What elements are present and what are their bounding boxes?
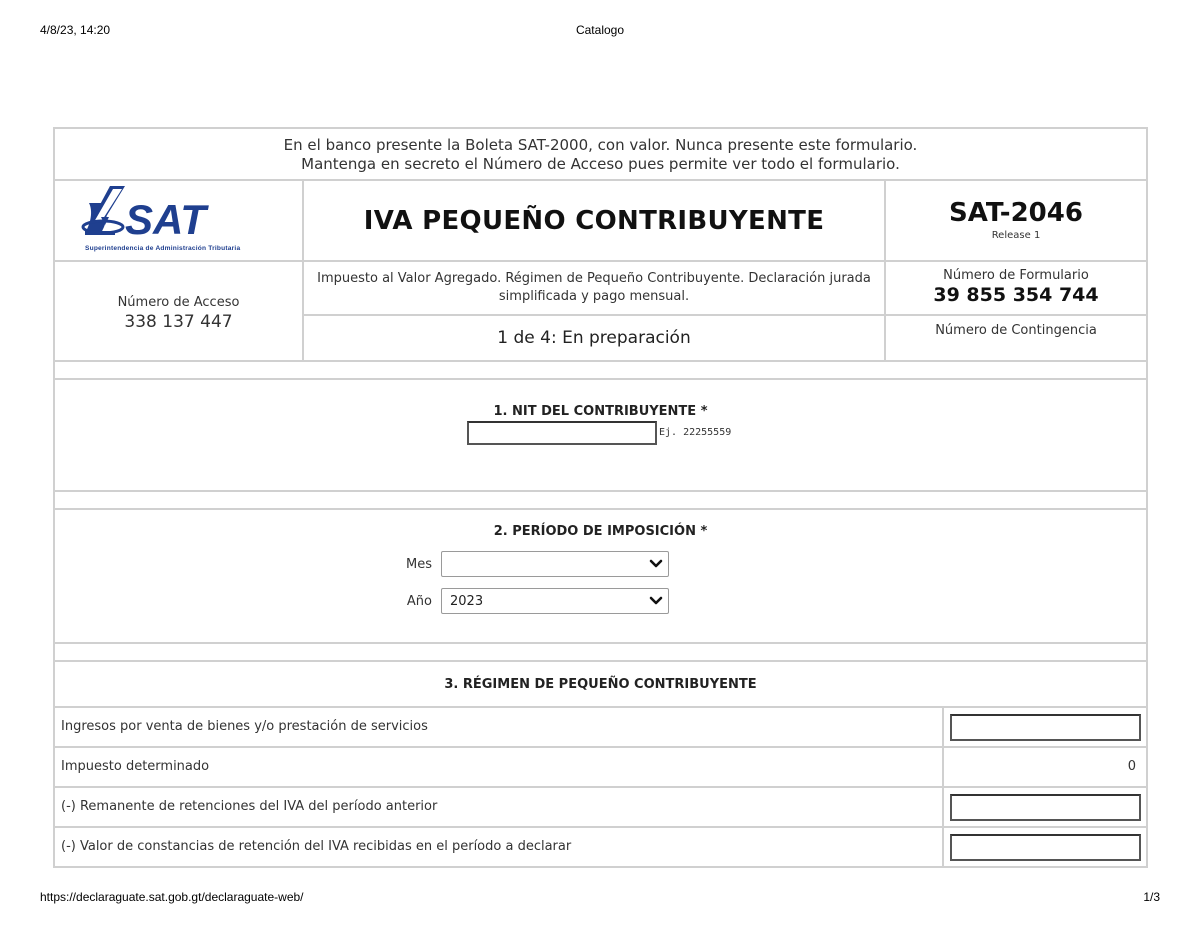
- section-regime-title: 3. RÉGIMEN DE PEQUEÑO CONTRIBUYENTE: [444, 677, 757, 692]
- regime-row-certificates: [55, 828, 1146, 868]
- print-footer: [40, 890, 1160, 904]
- carryover-retentions-input[interactable]: [950, 794, 1141, 821]
- print-datetime: 4/8/23, 14:20: [40, 23, 111, 37]
- section-nit: [55, 380, 1146, 492]
- month-label: Mes: [406, 557, 432, 572]
- section-period-title: 2. PERÍODO DE IMPOSICIÓN *: [493, 524, 708, 539]
- regime-row-label: (-) Remanente de retenciones del IVA del período anterior: [61, 799, 438, 814]
- section-nit-title: 1. NIT DEL CONTRIBUYENTE *: [493, 404, 708, 419]
- spacer: [55, 644, 1146, 662]
- regime-row-label: (-) Valor de constancias de retención del IVA recibidas en el período a declarar: [61, 839, 572, 854]
- sat-logo-graphic: [55, 181, 304, 260]
- regime-row-income: [55, 708, 1146, 748]
- nit-input[interactable]: [467, 421, 657, 445]
- spacer: [55, 492, 1146, 510]
- income-input[interactable]: [950, 714, 1141, 741]
- print-header: [40, 23, 1160, 37]
- regime-row-tax: [55, 748, 1146, 788]
- nit-hint: Ej. 22255559: [659, 427, 732, 438]
- sat-logo: [55, 181, 304, 260]
- regime-row-label: Ingresos por venta de bienes y/o prestación de servicios: [61, 719, 428, 734]
- regime-row-value-cell: [942, 708, 1146, 746]
- chevron-down-icon: [649, 595, 663, 607]
- form-header: [55, 181, 1146, 262]
- section-period: [55, 510, 1146, 644]
- chevron-down-icon: [649, 558, 663, 570]
- month-select[interactable]: [441, 551, 669, 577]
- form-title: IVA PEQUEÑO CONTRIBUYENTE: [363, 205, 825, 236]
- regime-row-value-cell: [942, 788, 1146, 826]
- notice-line-1: En el banco presente la Boleta SAT-2000, con valor. Nunca presente este formulario.: [283, 136, 918, 154]
- form-info: [55, 262, 1146, 362]
- notice-line-2: Mantenga en secreto el Número de Acceso pues permite ver todo el formulario.: [301, 155, 900, 173]
- declaration-form: [53, 127, 1148, 868]
- regime-row-value-cell: [942, 828, 1146, 866]
- form-description: Impuesto al Valor Agregado. Régimen de Pequeño Contribuyente. Declaración jurada simplificada y pago mensual.: [304, 262, 886, 316]
- form-number-label: Número de Formulario: [943, 268, 1089, 283]
- year-select-value: 2023: [450, 594, 484, 609]
- sat-logo-subtitle: Superintendencia de Administración Tributaria: [85, 245, 241, 252]
- access-number-label: Número de Acceso: [117, 295, 240, 310]
- form-release: Release 1: [991, 230, 1041, 241]
- regime-row-value-cell: [942, 748, 1146, 786]
- notice-banner: [55, 129, 1146, 181]
- sat-logo-text: SAT: [125, 196, 206, 243]
- regime-row-label: Impuesto determinado: [61, 759, 210, 774]
- contingency-number-label: Número de Contingencia: [935, 323, 1097, 338]
- year-select[interactable]: [441, 588, 669, 614]
- form-title-cell: [304, 181, 886, 260]
- spacer: [55, 362, 1146, 380]
- form-code-cell: [886, 181, 1146, 260]
- print-url: https://declaraguate.sat.gob.gt/declaraguate-web/: [40, 890, 304, 904]
- section-regime-header: [55, 662, 1146, 708]
- regime-row-carryover: [55, 788, 1146, 828]
- access-number-value: 338 137 447: [124, 312, 233, 332]
- access-number-cell: [55, 262, 304, 360]
- form-code: SAT-2046: [949, 198, 1083, 228]
- form-number-cell: [886, 262, 1146, 316]
- print-title: Catalogo: [575, 23, 625, 37]
- determined-tax-value: 0: [1127, 759, 1136, 774]
- form-state: 1 de 4: En preparación: [304, 316, 886, 360]
- print-page-number: 1/3: [1143, 890, 1160, 904]
- retention-certificates-input[interactable]: [950, 834, 1141, 861]
- form-number-value: 39 855 354 744: [933, 284, 1099, 306]
- year-label: Año: [406, 594, 432, 609]
